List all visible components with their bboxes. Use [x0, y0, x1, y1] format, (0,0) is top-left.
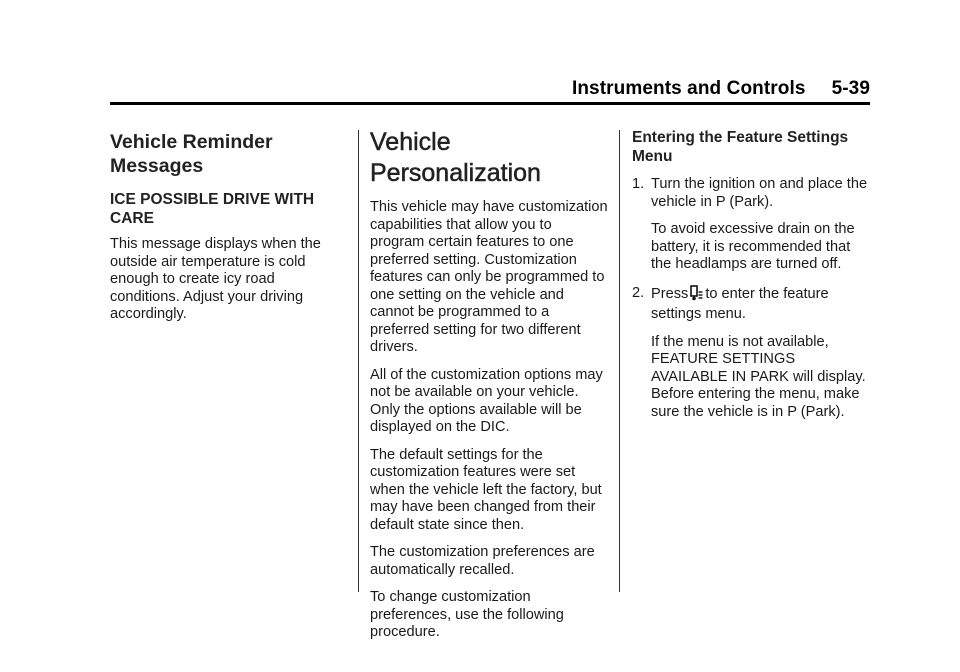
step-text-before: Press — [651, 285, 689, 302]
header-rule — [110, 102, 870, 105]
body-paragraph: This message displays when the outside air temperature is cold enough to create icy road conditions. Adjust your driving accordingly. — [110, 236, 321, 322]
procedure-step — [632, 285, 872, 422]
step-number: 2. — [632, 284, 645, 301]
step-text-after: to enter the feature settings menu. — [651, 285, 829, 322]
body-paragraph: The customization preferences are automatically recalled. — [370, 544, 595, 578]
column-feature-settings — [632, 126, 872, 421]
body-paragraph: This vehicle may have customization capabilities that allow you to program certain features to one preferred setting. Customization features can only be programmed to one setting on the vehicle and cannot be programmed to a preferred setting for two different drivers. — [370, 199, 608, 355]
vehicle-information-icon — [690, 285, 703, 307]
step-note: To avoid excessive drain on the battery, it is recommended that the headlamps are turned off. — [651, 221, 855, 272]
page-header — [110, 78, 870, 100]
step-number: 1. — [632, 176, 645, 192]
message-heading: ICE POSSIBLE DRIVE WITH CARE — [110, 191, 315, 227]
column-vehicle-reminder — [110, 126, 340, 324]
column-vehicle-personalization — [370, 126, 610, 642]
section-title: Instruments and Controls — [571, 78, 806, 99]
body-paragraph: To change customization preferences, use the following procedure. — [370, 589, 564, 640]
section-heading: Vehicle Reminder Messages — [110, 131, 273, 177]
step-text: Turn the ignition on and place the vehicle in P (Park). — [651, 176, 868, 210]
page-number: 5-39 — [831, 78, 870, 99]
step-text — [651, 285, 872, 324]
body-paragraph: All of the customization options may not be available on your vehicle. Only the options available will be displayed on the DIC. — [370, 366, 603, 435]
section-heading: Vehicle Personalization — [370, 128, 541, 187]
step-note: If the menu is not available, FEATURE SETTINGS AVAILABLE IN PARK will display. Before entering the menu, make sure the vehicle is in P (Park). — [651, 333, 866, 420]
body-paragraph: The default settings for the customization features were set when the vehicle left the factory, but may have been changed from their default state since then. — [370, 446, 602, 533]
procedure-step — [632, 176, 872, 274]
column-divider — [619, 130, 620, 592]
section-heading: Entering the Feature Settings Menu — [632, 129, 849, 165]
column-divider — [358, 130, 359, 592]
